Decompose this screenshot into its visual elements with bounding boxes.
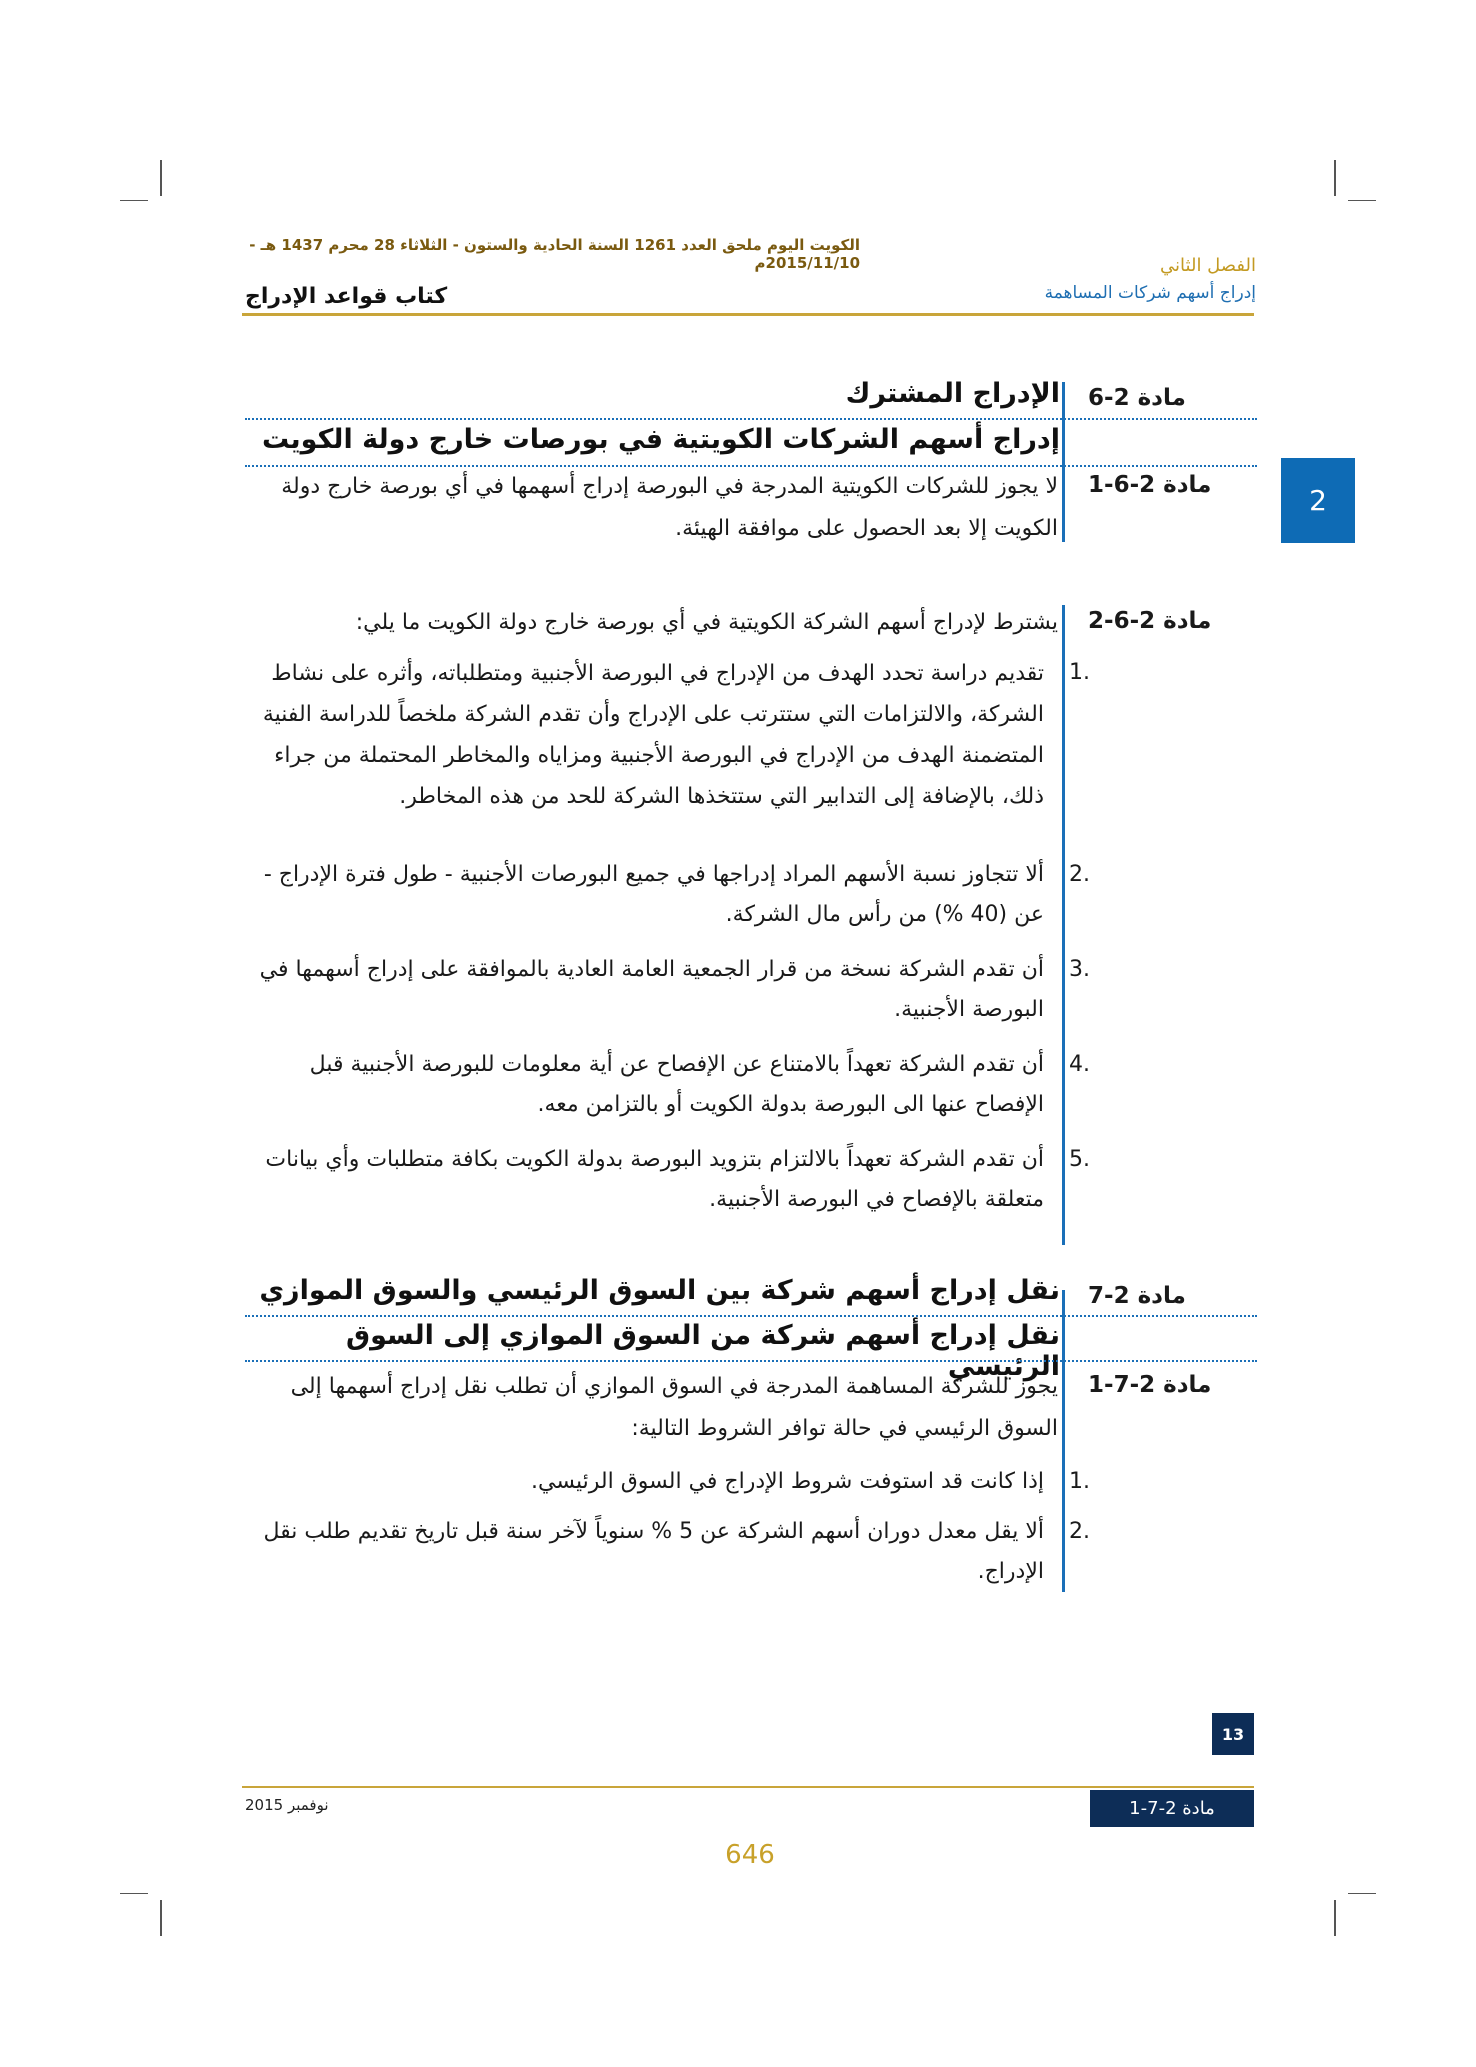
list-text: أن تقدم الشركة تعهداً بالامتناع عن الإفصاح عن أية معلومات للبورصة الأجنبية قبل الإفصاح عنها الى البورصة بدولة الكويت أو بالتزامن معه.	[309, 1052, 1044, 1117]
article-intro: يجوز للشركة المساهمة المدرجة في السوق الموازي أن تطلب نقل إدراج أسهمها إلى السوق الرئيسي في حالة توافر الشروط التالية:	[290, 1374, 1058, 1441]
list-number: 5.	[1069, 1147, 1090, 1172]
section-page-number: 13	[1212, 1713, 1254, 1755]
article-subheading: نقل إدراج أسهم شركة من السوق الموازي إلى السوق الرئيسي	[345, 1320, 1060, 1382]
list-item	[250, 653, 1090, 817]
chapter-title: الفصل الثاني	[1160, 255, 1256, 276]
article-subheading: إدراج أسهم الشركات الكويتية في بورصات خارج دولة الكويت	[261, 424, 1060, 455]
list-item	[250, 855, 1090, 935]
crop-mark	[1334, 160, 1336, 196]
crop-mark	[1348, 200, 1376, 201]
list-item	[250, 1512, 1090, 1592]
footer-date: نوفمبر 2015	[245, 1796, 329, 1814]
list-text: تقديم دراسة تحدد الهدف من الإدراج في البورصة الأجنبية ومتطلباته، وأثره على نشاط الشركة، والالتزامات التي ستترتب على الإدراج وأن تقدم الشركة ملخصاً للدراسة الفنية المتضمنة الهدف من الإدراج في البورصة الأجنبية ومزاياه والمخاطر المحتملة من جراء ذلك، بالإضافة إلى التدابير التي ستتخذها الشركة للحد من هذه المخاطر.	[262, 661, 1044, 809]
list-item	[250, 1140, 1090, 1220]
vertical-rule	[1062, 382, 1065, 542]
crop-mark	[160, 1900, 162, 1936]
book-title: كتاب قواعد الإدراج	[245, 284, 448, 309]
gazette-line: الكويت اليوم ملحق العدد 1261 السنة الحادية والستون - الثلاثاء 28 محرم 1437 هـ - 2015/11/10م	[249, 236, 860, 272]
crop-mark	[160, 160, 162, 196]
article-label: مادة 2-6	[1088, 385, 1186, 411]
list-number: 2.	[1069, 1519, 1090, 1544]
article-label: مادة 2-6-2	[1088, 608, 1212, 634]
header-rule	[242, 313, 1254, 316]
list-text: ألا تتجاوز نسبة الأسهم المراد إدراجها في جميع البورصات الأجنبية - طول فترة الإدراج - عن (40 %) من رأس مال الشركة.	[263, 862, 1044, 927]
section-title: إدراج أسهم شركات المساهمة	[1044, 283, 1256, 303]
article-text: لا يجوز للشركات الكويتية المدرجة في البورصة إدراج أسهمها في أي بورصة خارج دولة الكويت إلا بعد الحصول على موافقة الهيئة.	[281, 474, 1058, 541]
page-number: 646	[725, 1840, 775, 1870]
article-heading: الإدراج المشترك	[845, 378, 1060, 409]
crop-mark	[120, 1893, 148, 1894]
list-item	[250, 1045, 1090, 1125]
article-label: مادة 2-7-1	[1088, 1372, 1212, 1398]
crop-mark	[1348, 1893, 1376, 1894]
crop-mark	[1334, 1900, 1336, 1936]
chapter-tab: 2	[1281, 458, 1355, 543]
dotted-divider	[245, 1360, 1257, 1362]
crop-mark	[120, 200, 148, 201]
list-text: أن تقدم الشركة نسخة من قرار الجمعية العامة العادية بالموافقة على إدراج أسهمها في البورصة الأجنبية.	[259, 957, 1044, 1022]
list-text: إذا كانت قد استوفت شروط الإدراج في السوق الرئيسي.	[531, 1469, 1044, 1494]
article-label: مادة 2-7	[1088, 1283, 1186, 1309]
dotted-divider	[245, 1315, 1257, 1317]
list-item	[250, 950, 1090, 1030]
list-number: 4.	[1069, 1052, 1090, 1077]
article-intro: يشترط لإدراج أسهم الشركة الكويتية في أي بورصة خارج دولة الكويت ما يلي:	[355, 610, 1058, 635]
footer-rule	[242, 1786, 1254, 1788]
list-text: أن تقدم الشركة تعهداً بالالتزام بتزويد البورصة بدولة الكويت بكافة متطلبات وأي بيانات متعلقة بالإفصاح في البورصة الأجنبية.	[265, 1147, 1044, 1212]
list-number: 2.	[1069, 862, 1090, 887]
list-number: 3.	[1069, 957, 1090, 982]
list-item	[250, 1462, 1090, 1502]
list-text: ألا يقل معدل دوران أسهم الشركة عن 5 % سنوياً لآخر سنة قبل تاريخ تقديم طلب نقل الإدراج.	[263, 1519, 1044, 1584]
article-heading: نقل إدراج أسهم شركة بين السوق الرئيسي والسوق الموازي	[259, 1275, 1060, 1306]
dotted-divider	[245, 418, 1257, 420]
list-number: 1.	[1069, 1469, 1090, 1494]
article-label: مادة 2-6-1	[1088, 472, 1212, 498]
footer-article-ref: مادة 2-7-1	[1090, 1790, 1254, 1827]
list-number: 1.	[1069, 660, 1090, 685]
